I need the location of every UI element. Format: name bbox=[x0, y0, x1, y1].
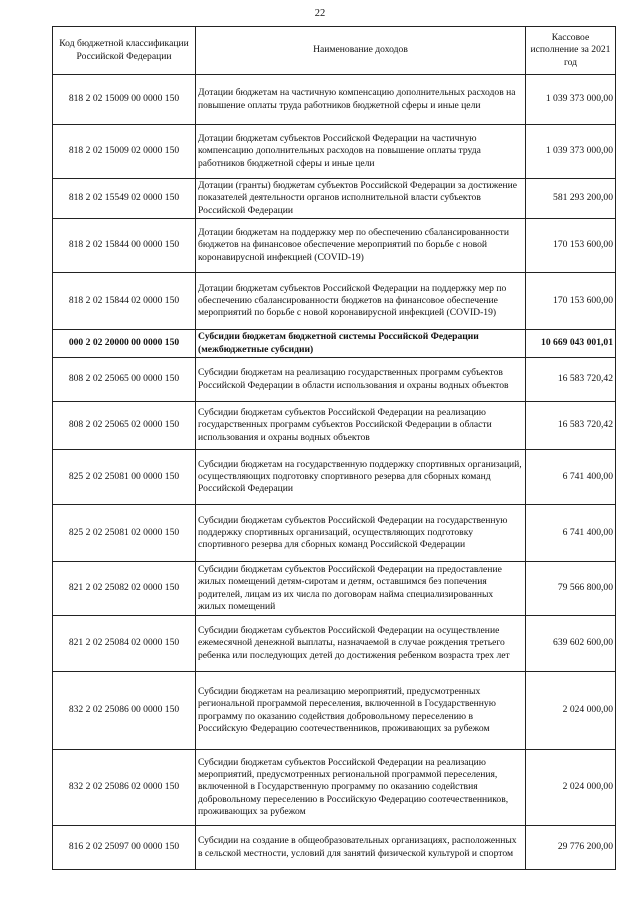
row-amount: 79 566 800,00 bbox=[526, 562, 616, 616]
row-code: 821 2 02 25082 02 0000 150 bbox=[53, 562, 196, 616]
header-amount: Кассовое исполнение за 2021 год bbox=[526, 27, 616, 75]
row-name: Субсидии бюджетам на государственную поддержку спортивных организаций, осуществляющих подготовку спортивного резерва для сборных команд Российской Федерации bbox=[196, 450, 526, 505]
row-name: Субсидии бюджетам субъектов Российской Федерации на реализацию государственных программ субъектов Российской Федерации в области использования и охраны водных объектов bbox=[196, 402, 526, 450]
row-amount: 29 776 200,00 bbox=[526, 826, 616, 870]
row-name: Субсидии бюджетам субъектов Российской Федерации на предоставление жилых помещений детям-сиротам и детям, оставшимся без попечения родителей, лицам из их числа по договорам найма специализированных жилых помещений bbox=[196, 562, 526, 616]
table-row bbox=[53, 616, 616, 672]
row-code: 818 2 02 15844 02 0000 150 bbox=[53, 273, 196, 330]
table-row bbox=[53, 402, 616, 450]
row-amount: 16 583 720,42 bbox=[526, 358, 616, 402]
row-code: 825 2 02 25081 02 0000 150 bbox=[53, 505, 196, 562]
table-header-row bbox=[53, 27, 616, 75]
row-amount: 2 024 000,00 bbox=[526, 750, 616, 826]
table-row bbox=[53, 273, 616, 330]
row-code: 821 2 02 25084 02 0000 150 bbox=[53, 616, 196, 672]
table-row bbox=[53, 750, 616, 826]
row-code: 808 2 02 25065 02 0000 150 bbox=[53, 402, 196, 450]
row-amount: 170 153 600,00 bbox=[526, 273, 616, 330]
row-code: 000 2 02 20000 00 0000 150 bbox=[53, 330, 196, 358]
table-row bbox=[53, 826, 616, 870]
header-name: Наименование доходов bbox=[196, 27, 526, 75]
row-amount: 6 741 400,00 bbox=[526, 505, 616, 562]
table-row bbox=[53, 562, 616, 616]
table-row-section bbox=[53, 330, 616, 358]
row-code: 825 2 02 25081 00 0000 150 bbox=[53, 450, 196, 505]
row-name: Субсидии бюджетам на реализацию государственных программ субъектов Российской Федерации в области использования и охраны водных объектов bbox=[196, 358, 526, 402]
row-amount: 170 153 600,00 bbox=[526, 219, 616, 273]
table-row bbox=[53, 672, 616, 750]
table-row bbox=[53, 75, 616, 125]
row-name: Дотации бюджетам субъектов Российской Федерации на частичную компенсацию дополнительных расходов на повышение оплаты труда работников бюджетной сферы и иные цели bbox=[196, 125, 526, 179]
row-amount: 1 039 373 000,00 bbox=[526, 125, 616, 179]
table-row bbox=[53, 505, 616, 562]
row-name: Дотации бюджетам субъектов Российской Федерации на поддержку мер по обеспечению сбалансированности бюджетов на финансовое обеспечение мероприятий по борьбе с новой коронавирусной инфекцией (COVID-19) bbox=[196, 273, 526, 330]
row-amount: 581 293 200,00 bbox=[526, 179, 616, 219]
row-amount: 16 583 720,42 bbox=[526, 402, 616, 450]
row-name: Субсидии бюджетам на реализацию мероприятий, предусмотренных региональной программой переселения, включенной в Государственную программу по оказанию содействия добровольному переселению в Российскую Федерацию соотечественников, проживающих за рубежом bbox=[196, 672, 526, 750]
row-name: Субсидии на создание в общеобразовательных организациях, расположенных в сельской местности, условий для занятий физической культурой и спортом bbox=[196, 826, 526, 870]
header-code: Код бюджетной классификации Российской Федерации bbox=[53, 27, 196, 75]
table-row bbox=[53, 179, 616, 219]
row-code: 816 2 02 25097 00 0000 150 bbox=[53, 826, 196, 870]
row-name: Дотации бюджетам на частичную компенсацию дополнительных расходов на повышение оплаты труда работников бюджетной сферы и иные цели bbox=[196, 75, 526, 125]
table-row bbox=[53, 358, 616, 402]
row-amount: 639 602 600,00 bbox=[526, 616, 616, 672]
row-name: Дотации бюджетам на поддержку мер по обеспечению сбалансированности бюджетов на финансовое обеспечение мероприятий по борьбе с новой коронавирусной инфекцией (COVID-19) bbox=[196, 219, 526, 273]
row-code: 832 2 02 25086 02 0000 150 bbox=[53, 750, 196, 826]
table-row bbox=[53, 219, 616, 273]
row-name: Субсидии бюджетам субъектов Российской Федерации на осуществление ежемесячной денежной выплаты, назначаемой в случае рождения третьего ребенка или последующих детей до достижения ребенком возраста трех лет bbox=[196, 616, 526, 672]
table-row bbox=[53, 450, 616, 505]
row-amount: 1 039 373 000,00 bbox=[526, 75, 616, 125]
table-row bbox=[53, 125, 616, 179]
row-name: Субсидии бюджетам субъектов Российской Федерации на реализацию мероприятий, предусмотренных региональной программой переселения, включенной в Государственную программу по оказанию содействия добровольному переселению в Российскую Федерацию соотечественников, проживающих за рубежом bbox=[196, 750, 526, 826]
row-name: Субсидии бюджетам субъектов Российской Федерации на государственную поддержку спортивных организаций, осуществляющих подготовку спортивного резерва для сборных команд Российской Федерации bbox=[196, 505, 526, 562]
row-code: 818 2 02 15009 00 0000 150 bbox=[53, 75, 196, 125]
row-amount: 2 024 000,00 bbox=[526, 672, 616, 750]
row-name: Субсидии бюджетам бюджетной системы Российской Федерации (межбюджетные субсидии) bbox=[196, 330, 526, 358]
row-amount: 6 741 400,00 bbox=[526, 450, 616, 505]
row-code: 818 2 02 15844 00 0000 150 bbox=[53, 219, 196, 273]
row-code: 818 2 02 15549 02 0000 150 bbox=[53, 179, 196, 219]
row-code: 818 2 02 15009 02 0000 150 bbox=[53, 125, 196, 179]
row-amount: 10 669 043 001,01 bbox=[526, 330, 616, 358]
page-number: 22 bbox=[314, 8, 326, 19]
row-code: 808 2 02 25065 00 0000 150 bbox=[53, 358, 196, 402]
row-name: Дотации (гранты) бюджетам субъектов Российской Федерации за достижение показателей деятельности органов исполнительной власти субъектов Российской Федерации bbox=[196, 179, 526, 219]
revenue-table bbox=[52, 26, 616, 870]
row-code: 832 2 02 25086 00 0000 150 bbox=[53, 672, 196, 750]
